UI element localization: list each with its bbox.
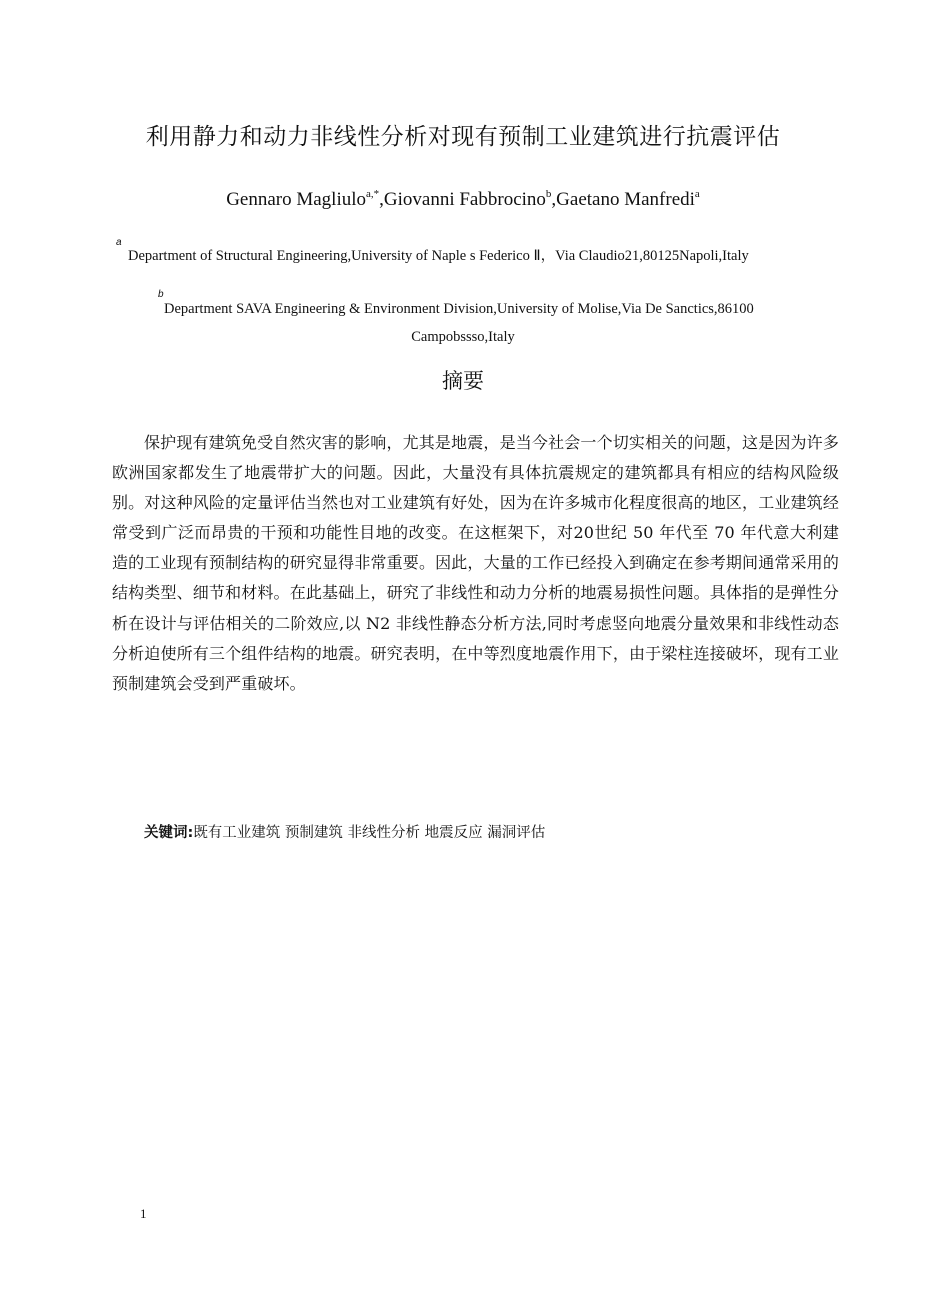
author-separator: , — [379, 189, 384, 210]
keywords-label: 关键词: — [144, 825, 194, 841]
author-name: Gaetano Manfredi — [556, 189, 695, 210]
affiliation-a-mark: a — [116, 237, 122, 248]
author-affiliation-mark: a — [694, 188, 700, 200]
keywords-text: 既有工业建筑 预制建筑 非线性分析 地震反应 漏洞评估 — [193, 825, 546, 841]
author-name: Gennaro Magliulo — [226, 189, 367, 210]
author-line — [0, 186, 926, 214]
author-affiliation-mark: b — [545, 188, 552, 200]
affiliation-b-line1: Department SAVA Engineering & Environment Division,University of Molise,Via De Sanctics,86100 — [164, 301, 754, 317]
author-separator: , — [551, 189, 557, 210]
author-affiliation-mark: a,* — [366, 188, 380, 200]
affiliation-b-line2: Campobssso,Italy — [411, 329, 515, 345]
keywords — [144, 822, 545, 844]
page-number: 1 — [140, 1206, 147, 1221]
abstract-heading: 摘要 — [442, 369, 484, 393]
affiliation-b-mark: b — [158, 289, 164, 300]
author-name: Giovanni Fabbrocino — [383, 189, 546, 210]
paper-title: 利用静力和动力非线性分析对现有预制工业建筑进行抗震评估 — [145, 124, 781, 150]
abstract-body: 保护现有建筑免受自然灾害的影响，尤其是地震，是当今社会一个切实相关的问题，这是因为许多欧洲国家都发生了地震带扩大的问题。因此，大量没有具体抗震规定的建筑都具有相应的结构风险级别。对这种风险的定量评估当然也对工业建筑有好处，因为在许多城市化程度很高的地区，工业建筑经常受到广泛而昂贵的干预和功能性目地的改变。在这框架下，对20世纪 50 年代至 70 年代意大利建造的工业现有预制结构的研究显得非常重要。因此，大量的工作已经投入到确定在参考期间通常采用的结构类型、细节和材料。在此基础上，研究了非线性和动力分析的地震易损性问题。具体指的是弹性分析在设计与评估相关的二阶效应,以 N2 非线性静态分析方法,同时考虑竖向地震分量效果和非线性动态分析迫使所有三个组件结构的地震。研究表明，在中等烈度地震作用下，由于梁柱连接破坏，现有工业预制建筑会受到严重破坏。 — [112, 433, 839, 693]
affiliation-a: Department of Structural Engineering,University of Naple s Federico Ⅱ，Via Claudio21,80125Napoli,Italy — [128, 248, 749, 264]
